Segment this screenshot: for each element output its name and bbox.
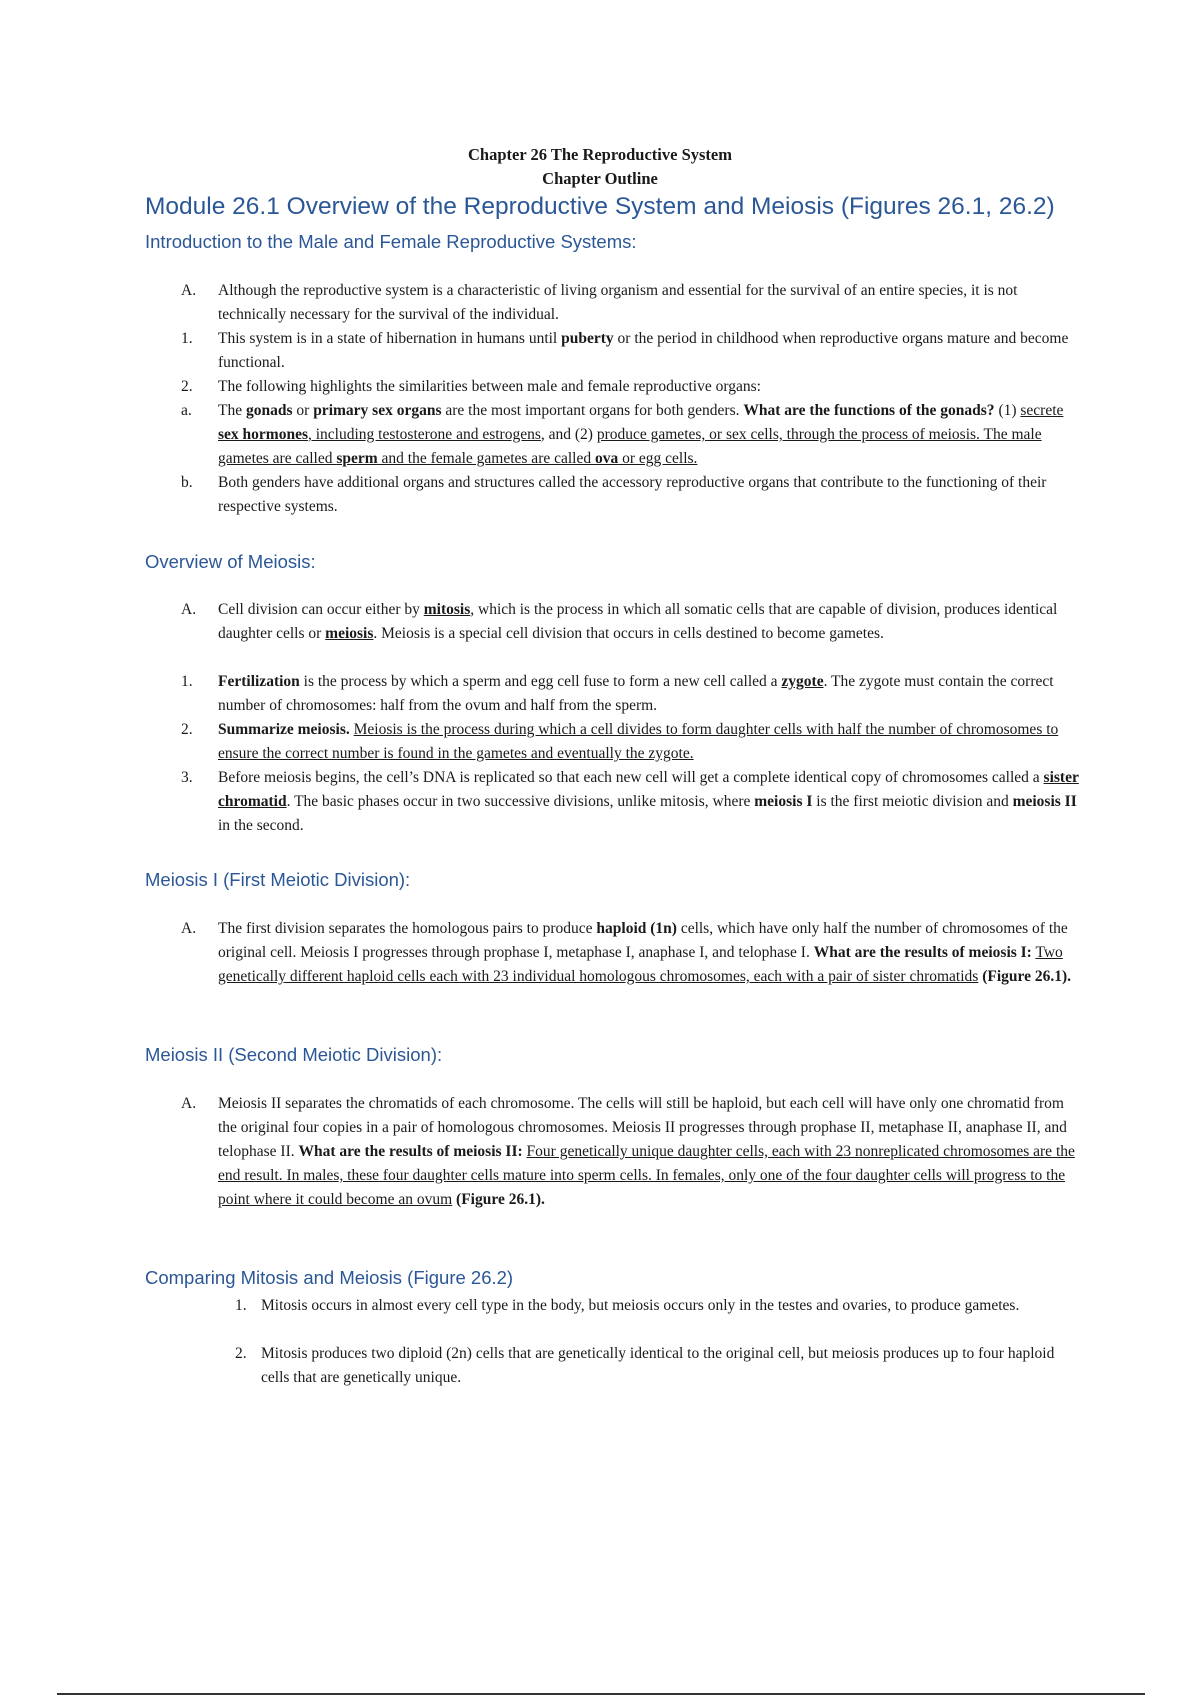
list-item — [181, 598, 1081, 646]
list-text: Both genders have additional organs and structures called the accessory reproductive organs that contribute to the functioning of their respective systems. — [218, 474, 1047, 515]
list-marker: A. — [181, 920, 197, 937]
list-item — [181, 279, 1081, 327]
list-text: Meiosis II separates the chromatids of each chromosome. The cells will still be haploid, but each cell will have only one chromatid from the original four copies in a pair of homologous chromosomes. Meiosis II progresses through prophase II, metaphase II, anaphase II, and telophase II. What are the results of meiosis II: Four genetically unique daughter cells, each with 23 nonreplicated chromosomes are the end result. In males, these four daughter cells mature into sperm cells. In females, only one of the four daughter cells will progress to the point where it could become an ovum (Figure 26.1). — [218, 1095, 1075, 1208]
list-item — [181, 471, 1081, 519]
list-text: Summarize meiosis. Meiosis is the process during which a cell divides to form daughter cells with half the number of chromosomes to ensure the correct number is found in the gametes and eventually the zygote. — [218, 721, 1059, 762]
chapter-header — [0, 143, 1200, 191]
list-marker: a. — [181, 402, 192, 419]
list-marker: A. — [181, 601, 197, 618]
section-heading-meiosis-1: Meiosis I (First Meiotic Division): — [145, 869, 411, 890]
module-title: Module 26.1 Overview of the Reproductive System and Meiosis (Figures 26.1, 26.2) — [145, 193, 1055, 220]
list-marker: b. — [181, 474, 193, 491]
list-marker: 2. — [181, 378, 193, 395]
list-marker: A. — [181, 1095, 197, 1112]
list-marker: 3. — [181, 769, 193, 786]
list-marker: 2. — [181, 721, 193, 738]
list-text: Mitosis occurs in almost every cell type in the body, but meiosis occurs only in the testes and ovaries, to produce gametes. — [261, 1297, 1020, 1314]
list-marker: 1. — [181, 330, 193, 347]
list-text: Although the reproductive system is a characteristic of living organism and essential for the survival of an entire species, it is not technically necessary for the survival of the individual. — [218, 282, 1018, 323]
list-item — [181, 718, 1081, 766]
list-text: Fertilization is the process by which a sperm and egg cell fuse to form a new cell called a zygote. The zygote must contain the correct number of chromosomes: half from the ovum and half from the sperm. — [218, 673, 1054, 714]
list-item — [235, 1294, 1085, 1318]
section-heading-meiosis-2: Meiosis II (Second Meiotic Division): — [145, 1044, 443, 1065]
list-item — [181, 670, 1081, 718]
list-item — [181, 917, 1081, 989]
chapter-title: Chapter 26 The Reproductive System — [468, 145, 732, 164]
list-item — [181, 1092, 1081, 1212]
list-item — [181, 766, 1081, 838]
section-heading-meiosis-overview: Overview of Meiosis: — [145, 551, 316, 572]
list-marker: 2. — [235, 1345, 247, 1362]
list-marker: A. — [181, 282, 197, 299]
list-marker: 1. — [181, 673, 193, 690]
list-item — [181, 375, 1081, 399]
list-text: Before meiosis begins, the cell’s DNA is replicated so that each new cell will get a complete identical copy of chromosomes called a sister chromatid. The basic phases occur in two successive divisions, unlike mitosis, where meiosis I is the first meiotic division and meiosis II in the second. — [218, 769, 1079, 834]
list-item — [235, 1342, 1085, 1390]
list-text: Mitosis produces two diploid (2n) cells that are genetically identical to the original cell, but meiosis produces up to four haploid cells that are genetically unique. — [261, 1345, 1055, 1386]
list-item — [181, 327, 1081, 375]
list-marker: 1. — [235, 1297, 247, 1314]
list-text: Cell division can occur either by mitosis, which is the process in which all somatic cells that are capable of division, produces identical daughter cells or meiosis. Meiosis is a special cell division that occurs in cells destined to become gametes. — [218, 601, 1058, 642]
section-heading-intro: Introduction to the Male and Female Reproductive Systems: — [145, 231, 637, 252]
list-item — [181, 399, 1081, 471]
list-text: The first division separates the homologous pairs to produce haploid (1n) cells, which have only half the number of chromosomes of the original cell. Meiosis I progresses through prophase I, metaphase I, anaphase I, and telophase I. What are the results of meiosis I: Two genetically different haploid cells each with 23 individual homologous chromosomes, each with a pair of sister chromatids (Figure 26.1). — [218, 920, 1072, 985]
chapter-subtitle: Chapter Outline — [542, 169, 658, 188]
section-heading-comparing: Comparing Mitosis and Meiosis (Figure 26.2) — [145, 1267, 514, 1288]
list-text: The gonads or primary sex organs are the most important organs for both genders. What are the functions of the gonads? (1) secrete sex hormones, including testosterone and estrogens, and (2) produce gametes, or sex cells, through the process of meiosis. The male gametes are called sperm and the female gametes are called ova or egg cells. — [218, 402, 1064, 467]
list-text: The following highlights the similarities between male and female reproductive organs: — [218, 378, 761, 395]
page-bottom-divider — [57, 1693, 1145, 1695]
list-text: This system is in a state of hibernation in humans until puberty or the period in childhood when reproductive organs mature and become functional. — [218, 330, 1069, 371]
